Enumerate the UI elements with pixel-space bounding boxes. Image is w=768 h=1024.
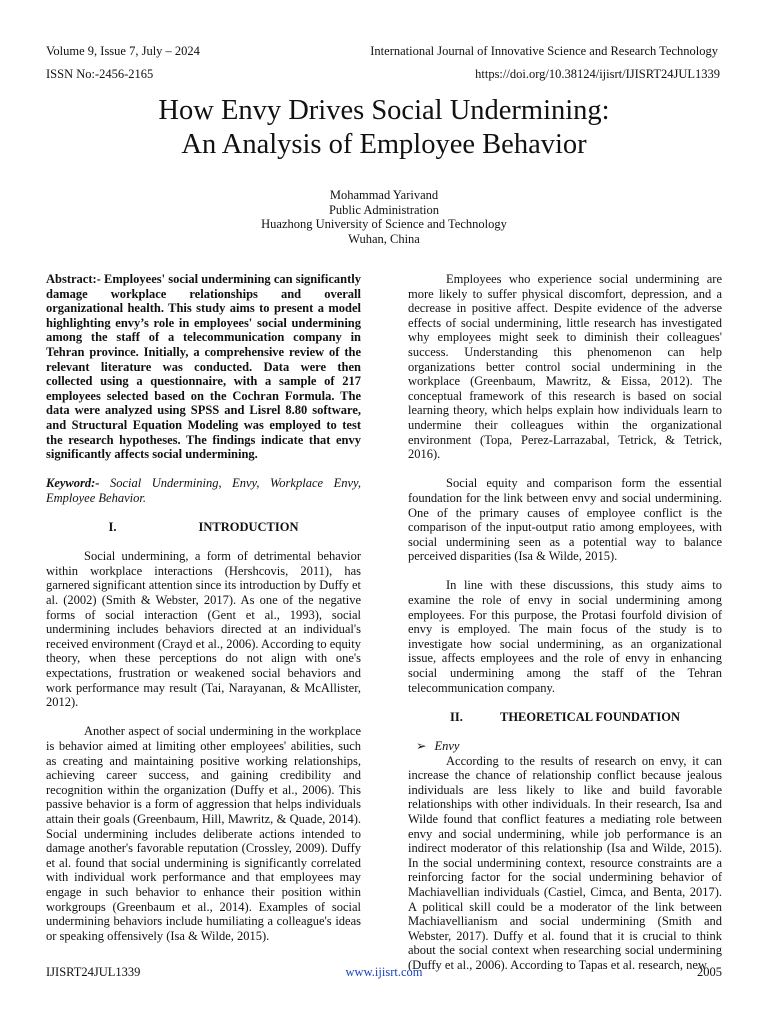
right-column [408, 272, 722, 973]
author-university: Huazhong University of Science and Technology [261, 217, 507, 232]
footer-website-link[interactable]: www.ijisrt.com [345, 965, 423, 979]
subsection-heading-envy [408, 739, 722, 754]
section-heading-introduction [46, 520, 361, 535]
left-column [46, 272, 361, 943]
paragraph-right-3: In line with these discussions, this study aims to examine the role of envy in social undermining among employees. For this purpose, the Protasi fourfold division of envy is employed. The main focus of the study is to investigate how social undermining, as an organizational issue, affects employees and the role of envy in enhancing social undermining among the staff of the Tehran telecommunication company. [408, 578, 722, 695]
footer-paper-code: IJISRT24JUL1339 [46, 965, 141, 979]
section-title: THEORETICAL FOUNDATION [499, 709, 680, 724]
paragraph-intro-2: Another aspect of social undermining in the workplace is behavior aimed at limiting other employees' abilities, such as creating and maintaining positive working relationships, achieving career success, and gaining credibility and recognition within the organization (Duffy et al., 2006). This passive behavior is a form of aggression that helps individuals attain their goals (Greenbaum, Hill, Mawritz, & Quade, 2014). Social undermining includes deliberate actions intended to damage another's favorable reputation (Crossley, 2009). Duffy et al. found that social undermining is significantly correlated with individual work performance and that employees may engage in such behavior to enhance their position within workgroups (Greenbaum et al., 2014). Examples of social undermining behaviors include humiliating a colleague's ideas or speaking offensively (Isa & Wilde, 2015). [46, 724, 361, 943]
paragraph-right-2: Social equity and comparison form the essential foundation for the link between envy and social undermining. One of the primary causes of employee conflict is the comparison of the input-output ratio among employees, with social undermining seen as a potential way to balance perceived disparities (Isa & Wilde, 2015). [408, 476, 722, 564]
arrow-bullet-icon: ➢ [416, 739, 427, 753]
paragraph-intro-1: Social undermining, a form of detrimental behavior within workplace interactions (Hershcovis, 2011), has garnered significant attention since its introduction by Duffy et al. (2002) (Smith & Webster, 2017). As one of the negative forms of social interaction (Gent et al., 1993), social undermining includes behaviors directed at an individual's received environment (Crayd et al., 2006). According to equity theory, when these perceptions do not align with one's expectations, frustration or weakened social behaviors and work performance may result (Tai, Narayanan, & McAllister, 2012). [46, 549, 361, 710]
volume-info: Volume 9, Issue 7, July – 2024 [46, 44, 200, 58]
doi-link[interactable]: https://doi.org/10.38124/ijisrt/IJISRT24JUL1339 [475, 67, 720, 81]
paragraph-right-1: Employees who experience social undermining are more likely to suffer physical discomfort, depression, and a decrease in positive affect. Despite evidence of the adverse effects of social undermining, little research has investigated why employees might seek to diminish their colleagues' success. Understanding this phenomenon can help organizations better control social undermining in the workplace (Greenbaum, Mawritz, & Eissa, 2012). The conceptual framework of this research is based on social learning theory, which helps explain how individuals learn to undermine their colleagues within the organizational environment (Topa, Perez-Larrazabal, Tetrick, & Tetrick, 2016). [408, 272, 722, 462]
subsection-title: Envy [434, 739, 460, 753]
keywords [46, 476, 361, 505]
section-number: II. [449, 709, 463, 724]
paragraph-envy: According to the results of research on envy, it can increase the chance of relationship conflict because jealous individuals are less likely to like and build favorable relationships with other individuals. In their research, Isa and Wilde found that conflict features a mediating role between envy and social undermining, while job performance is an indirect moderator of this relationship (Isa and Wilde, 2015). In the social undermining context, resource constraints are a reinforcing factor for the social undermining behavior of Machiavellian individuals (Castiel, Cimca, and Benta, 2017). A political skill could be a moderator of the link between Machiavellianism and social undermining (Smith and Webster, 2017). Duffy et al. found that it is crucial to think about the social context when researching social undermining (Duffy et al., 2006). According to Tapas et al. research, new [408, 753, 722, 972]
section-title: INTRODUCTION [198, 520, 299, 535]
keywords-label: Keyword:- [46, 476, 100, 491]
paper-title-line-1: How Envy Drives Social Undermining: [158, 95, 610, 126]
section-number: I. [108, 520, 117, 535]
author-location: Wuhan, China [348, 231, 420, 246]
journal-name: International Journal of Innovative Science and Research Technology [370, 44, 718, 58]
issn: ISSN No:-2456-2165 [46, 67, 154, 81]
keywords-text: Social Undermining, Envy, Workplace Envy, Employee Behavior. [46, 476, 361, 505]
paper-title-line-2: An Analysis of Employee Behavior [181, 129, 587, 160]
footer-page-number: 2005 [697, 965, 722, 979]
author-department: Public Administration [328, 202, 440, 217]
abstract: Abstract:- Employees' social undermining can significantly damage workplace relationships and overall organizational health. This study aims to present a model highlighting envy’s role in employees' social undermining among the staff of a telecommunication company in Tehran province. Initially, a comprehensive review of the relevant literature was conducted. Data were then collected using a questionnaire, with a sample of 217 employees selected based on the Cochran Formula. The data were analyzed using SPSS and Lisrel 8.80 software, and Structural Equation Modeling was employed to test the research hypotheses. The findings indicate that envy significantly affects social undermining. [46, 272, 361, 462]
section-heading-theoretical-foundation [408, 710, 722, 725]
author-name: Mohammad Yarivand [329, 188, 439, 202]
